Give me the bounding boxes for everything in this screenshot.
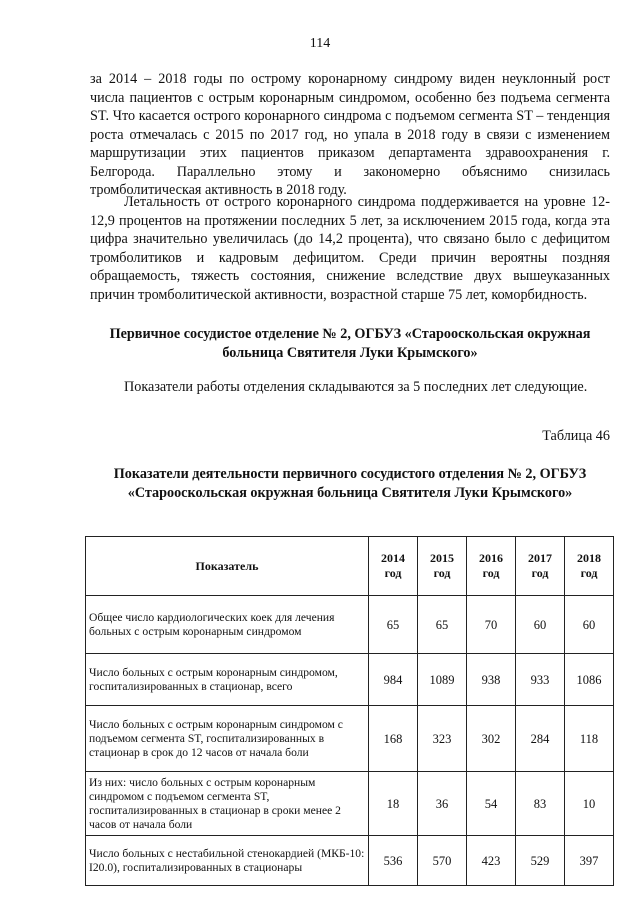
cell-value: 65 [418, 596, 467, 654]
cell-value: 36 [418, 772, 467, 836]
cell-value: 423 [467, 836, 516, 886]
paragraph-acs-trend: за 2014 – 2018 годы по острому коронарному синдрому виден неуклонный рост числа пациентов с острым коронарным синдромом, особенно без подъема сегмента ST. Что касается острого коронарного синдрома с подъемом сегмента ST – тенденция роста отмечалась с 2015 по 2017 год, но упала в 2018 году в связи с изменением маршрутизации этих пациентов приказом департамента здравоохранения г. Белгорода. Параллельно этому и закономерно объяснимо снизилась тромболитическая активность в 2018 году. [90, 71, 610, 198]
page-number: 114 [309, 36, 331, 51]
cell-value: 83 [516, 772, 565, 836]
cell-value: 397 [565, 836, 614, 886]
column-header-2015: 2015 год [418, 537, 467, 596]
column-header-2014: 2014 год [369, 537, 418, 596]
paragraph-indicators-intro: Показатели работы отделения складываются за 5 последних лет следующие. [124, 379, 588, 395]
cell-value: 60 [565, 596, 614, 654]
cell-value: 984 [369, 654, 418, 706]
table-row [86, 836, 614, 886]
table-row [86, 596, 614, 654]
cell-value: 70 [467, 596, 516, 654]
row-label: Общее число кардиологических коек для лечения больных с острым коронарным синдромом [86, 596, 369, 654]
cell-value: 10 [565, 772, 614, 836]
cell-value: 323 [418, 706, 467, 772]
column-header-indicator: Показатель [86, 537, 369, 596]
table-row [86, 654, 614, 706]
cell-value: 284 [516, 706, 565, 772]
cell-value: 168 [369, 706, 418, 772]
row-label: Число больных с острым коронарным синдромом, госпитализированных в стационар, всего [86, 654, 369, 706]
column-header-2017: 2017 год [516, 537, 565, 596]
row-label: Число больных с нестабильной стенокардией (МКБ-10: I20.0), госпитализированных в стационары [86, 836, 369, 886]
cell-value: 60 [516, 596, 565, 654]
table-caption: Таблица 46 [542, 428, 610, 444]
cell-value: 118 [565, 706, 614, 772]
column-header-2018: 2018 год [565, 537, 614, 596]
row-label: Число больных с острым коронарным синдромом с подъемом сегмента ST, госпитализированных в стационар в срок до 12 часов от начала боли [86, 706, 369, 772]
cell-value: 54 [467, 772, 516, 836]
column-header-2016: 2016 год [467, 537, 516, 596]
cell-value: 18 [369, 772, 418, 836]
cell-value: 529 [516, 836, 565, 886]
cell-value: 933 [516, 654, 565, 706]
cell-value: 1089 [418, 654, 467, 706]
section-heading: Первичное сосудистое отделение № 2, ОГБУЗ «Старооскольская окружная больница Святителя Луки Крымского» [109, 326, 591, 361]
cell-value: 65 [369, 596, 418, 654]
table-row [86, 706, 614, 772]
indicators-table [85, 536, 614, 886]
table-row [86, 772, 614, 836]
table-title: Показатели деятельности первичного сосудистого отделения № 2, ОГБУЗ «Старооскольская окружная больница Святителя Луки Крымского» [113, 466, 587, 501]
row-label: Из них: число больных с острым коронарным синдромом с подъемом сегмента ST, госпитализированных в стационар в сроки менее 2 часов от начала боли [86, 772, 369, 836]
cell-value: 536 [369, 836, 418, 886]
table-header-row [86, 537, 614, 596]
cell-value: 570 [418, 836, 467, 886]
paragraph-mortality: Летальность от острого коронарного синдрома поддерживается на уровне 12-12,9 процентов на протяжении последних 5 лет, за исключением 2015 года, когда эта цифра значительно увеличилась (до 14,2 процента), что связано было с дефицитом тромболитиков и кадровым дефицитом. Среди причин вероятны поздняя обращаемость, тяжесть состояния, снижение вследствие двух вышеуказанных причин тромболитической активности, возрастной старше 75 лет, коморбидность. [90, 194, 610, 303]
cell-value: 938 [467, 654, 516, 706]
cell-value: 302 [467, 706, 516, 772]
cell-value: 1086 [565, 654, 614, 706]
